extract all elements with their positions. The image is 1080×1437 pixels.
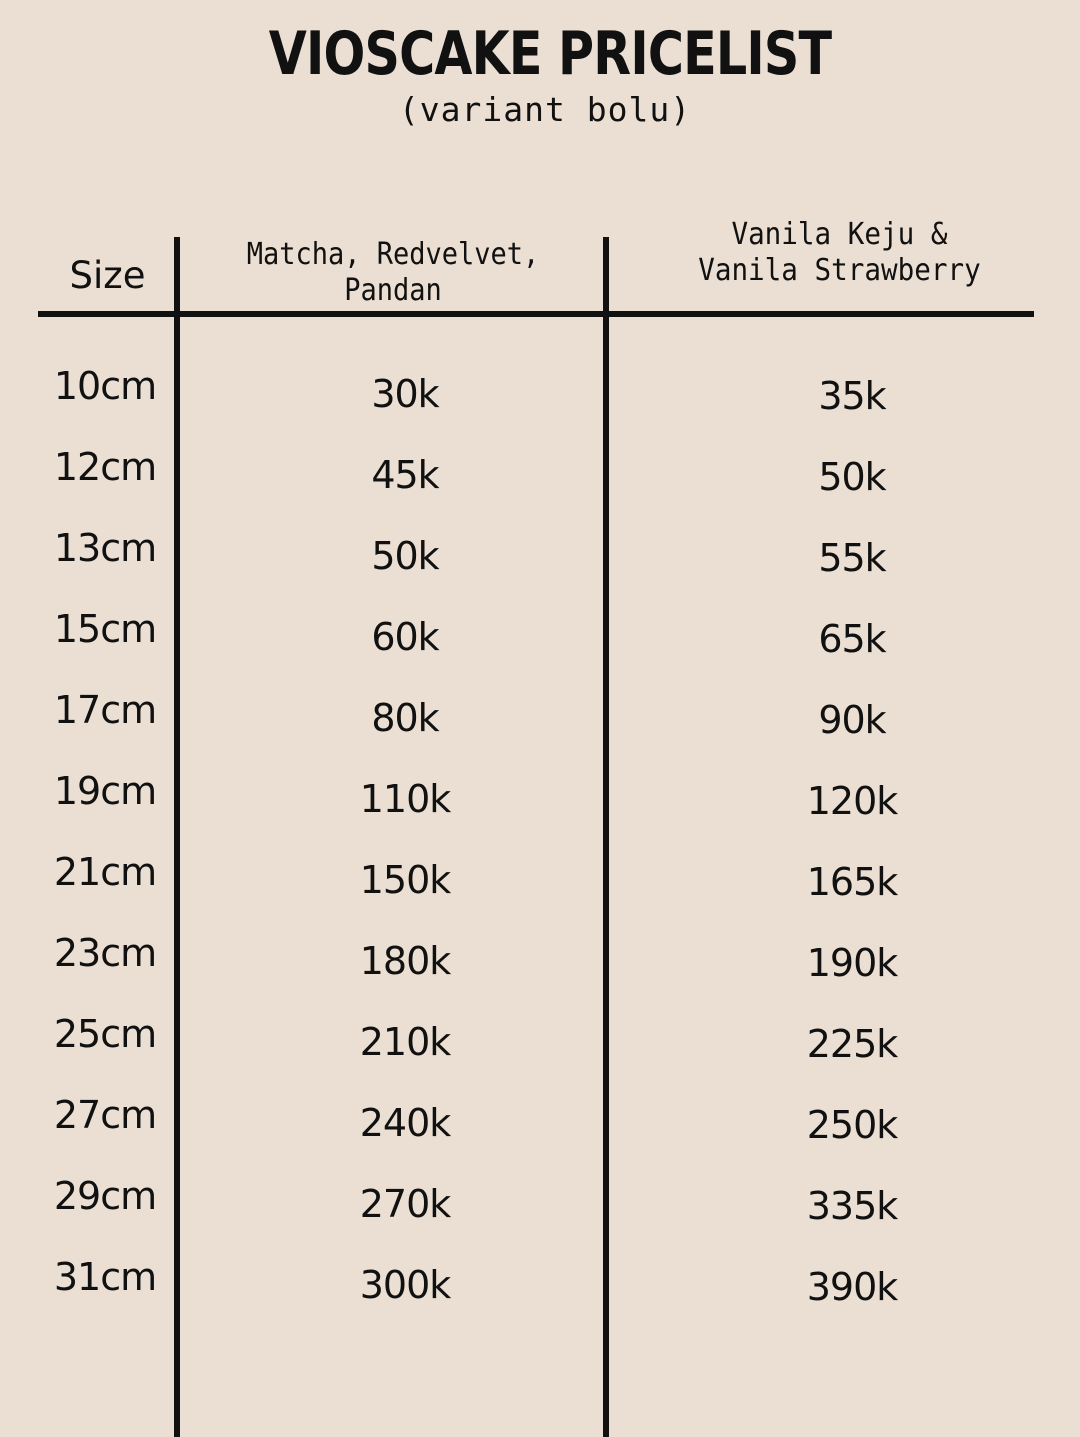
price-matcha-cell: 110k <box>359 777 451 821</box>
size-cell: 10cm <box>53 364 157 408</box>
size-cell: 21cm <box>53 850 157 894</box>
price-matcha-cell: 50k <box>371 534 439 578</box>
price-vanila-cell: 55k <box>818 536 886 580</box>
price-vanila-cell: 390k <box>806 1265 898 1309</box>
header-col2-line1: Vanila Keju & <box>731 217 948 252</box>
header-matcha-redvelvet-pandan <box>204 237 582 309</box>
page-subtitle: (variant bolu) <box>398 90 692 129</box>
price-vanila-cell: 35k <box>818 374 886 418</box>
price-table-body <box>0 362 1080 1334</box>
price-vanila-cell: 225k <box>806 1022 898 1066</box>
size-cell: 27cm <box>53 1093 157 1137</box>
size-cell: 23cm <box>53 931 157 975</box>
header-col1-line1: Matcha, Redvelvet, <box>246 237 540 272</box>
table-row <box>0 443 1080 524</box>
table-row <box>0 1172 1080 1253</box>
size-cell: 19cm <box>53 769 157 813</box>
price-vanila-cell: 65k <box>818 617 886 661</box>
table-row <box>0 362 1080 443</box>
price-matcha-cell: 300k <box>359 1263 451 1307</box>
price-matcha-cell: 180k <box>359 939 451 983</box>
size-cell: 17cm <box>53 688 157 732</box>
price-vanila-cell: 120k <box>806 779 898 823</box>
price-matcha-cell: 60k <box>371 615 439 659</box>
table-row <box>0 1253 1080 1334</box>
header-col1-line2: Pandan <box>344 273 442 308</box>
size-cell: 12cm <box>53 445 157 489</box>
table-row <box>0 686 1080 767</box>
table-row <box>0 524 1080 605</box>
price-matcha-cell: 210k <box>359 1020 451 1064</box>
table-row <box>0 605 1080 686</box>
price-vanila-cell: 250k <box>806 1103 898 1147</box>
size-cell: 25cm <box>53 1012 157 1056</box>
price-vanila-cell: 335k <box>806 1184 898 1228</box>
page-title: VIOSCAKE PRICELIST <box>268 19 832 89</box>
price-vanila-cell: 90k <box>818 698 886 742</box>
price-vanila-cell: 50k <box>818 455 886 499</box>
price-matcha-cell: 240k <box>359 1101 451 1145</box>
price-vanila-cell: 165k <box>806 860 898 904</box>
header-size: Size <box>69 254 146 297</box>
table-row <box>0 767 1080 848</box>
price-matcha-cell: 150k <box>359 858 451 902</box>
price-matcha-cell: 45k <box>371 453 439 497</box>
size-cell: 29cm <box>53 1174 157 1218</box>
size-cell: 15cm <box>53 607 157 651</box>
table-row <box>0 929 1080 1010</box>
header-divider <box>38 311 1034 317</box>
size-cell: 13cm <box>53 526 157 570</box>
price-matcha-cell: 270k <box>359 1182 451 1226</box>
header-col2-line2: Vanila Strawberry <box>698 253 981 288</box>
price-matcha-cell: 80k <box>371 696 439 740</box>
table-row <box>0 848 1080 929</box>
table-row <box>0 1091 1080 1172</box>
table-row <box>0 1010 1080 1091</box>
price-matcha-cell: 30k <box>371 372 439 416</box>
size-cell: 31cm <box>53 1255 157 1299</box>
header-vanila-keju-strawberry <box>630 217 1049 289</box>
price-vanila-cell: 190k <box>806 941 898 985</box>
